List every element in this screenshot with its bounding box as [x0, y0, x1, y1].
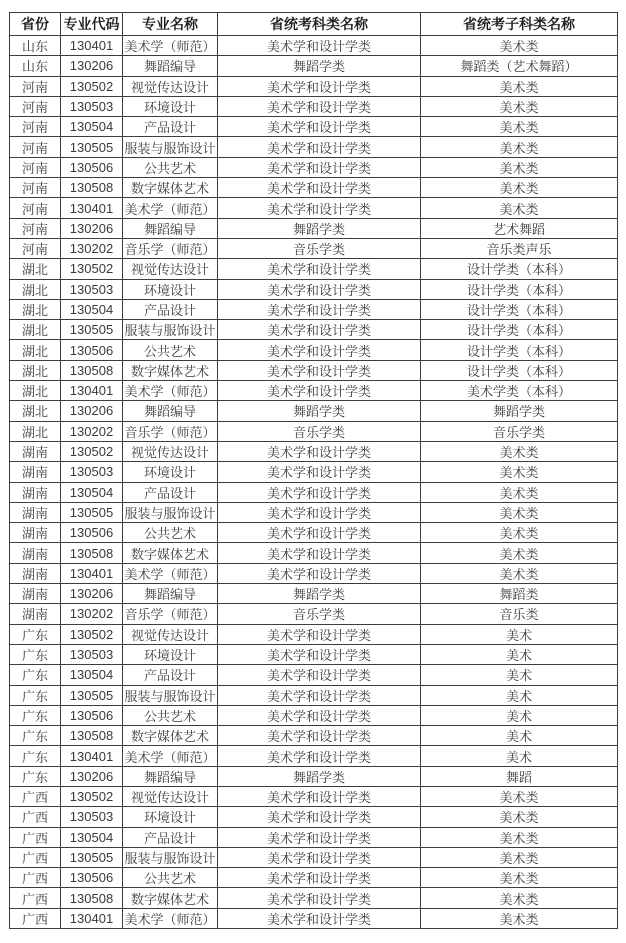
cell-exam-category: 美术学和设计学类: [218, 360, 421, 380]
table-row: [10, 827, 618, 847]
cell-province: 湖北: [10, 340, 61, 360]
cell-exam-subcategory: 美术类: [421, 868, 618, 888]
cell-exam-category: 美术学和设计学类: [218, 320, 421, 340]
table-row: [10, 96, 618, 116]
cell-exam-subcategory: 美术: [421, 746, 618, 766]
cell-major-code: 130502: [61, 624, 123, 644]
header-exam-category: 省统考科类名称: [218, 13, 421, 36]
cell-province: 湖北: [10, 381, 61, 401]
table-row: [10, 726, 618, 746]
table-row: [10, 908, 618, 928]
cell-exam-category: 舞蹈学类: [218, 218, 421, 238]
cell-exam-subcategory: 美术: [421, 624, 618, 644]
table-row: [10, 584, 618, 604]
header-major-name: 专业名称: [123, 13, 218, 36]
cell-major-name: 美术学（师范）: [123, 36, 218, 56]
cell-major-code: 130508: [61, 360, 123, 380]
cell-province: 广东: [10, 746, 61, 766]
table-row: [10, 685, 618, 705]
cell-major-name: 美术学（师范）: [123, 563, 218, 583]
cell-exam-category: 美术学和设计学类: [218, 665, 421, 685]
cell-major-code: 130508: [61, 726, 123, 746]
table-row: [10, 360, 618, 380]
cell-exam-category: 美术学和设计学类: [218, 381, 421, 401]
cell-exam-subcategory: 艺术舞蹈: [421, 218, 618, 238]
cell-major-code: 130401: [61, 563, 123, 583]
cell-exam-category: 美术学和设计学类: [218, 198, 421, 218]
cell-major-name: 服装与服饰设计: [123, 137, 218, 157]
cell-exam-category: 音乐学类: [218, 421, 421, 441]
cell-major-code: 130502: [61, 76, 123, 96]
cell-province: 湖南: [10, 584, 61, 604]
header-exam-subcategory: 省统考子科类名称: [421, 13, 618, 36]
cell-exam-category: 美术学和设计学类: [218, 807, 421, 827]
cell-major-name: 环境设计: [123, 279, 218, 299]
cell-exam-category: 美术学和设计学类: [218, 868, 421, 888]
cell-province: 湖南: [10, 563, 61, 583]
cell-exam-subcategory: 美术类: [421, 807, 618, 827]
table-row: [10, 746, 618, 766]
cell-province: 河南: [10, 137, 61, 157]
cell-major-code: 130504: [61, 117, 123, 137]
table-row: [10, 117, 618, 137]
table-row: [10, 381, 618, 401]
cell-province: 广东: [10, 644, 61, 664]
cell-major-code: 130503: [61, 807, 123, 827]
cell-major-code: 130506: [61, 705, 123, 725]
cell-exam-subcategory: 美术类: [421, 482, 618, 502]
table-row: [10, 76, 618, 96]
cell-exam-subcategory: 美术类: [421, 117, 618, 137]
cell-exam-subcategory: 美术类: [421, 888, 618, 908]
cell-province: 广东: [10, 624, 61, 644]
cell-exam-subcategory: 音乐类声乐: [421, 238, 618, 258]
cell-major-name: 公共艺术: [123, 523, 218, 543]
cell-major-code: 130503: [61, 279, 123, 299]
cell-major-name: 产品设计: [123, 117, 218, 137]
table-row: [10, 259, 618, 279]
cell-major-code: 130508: [61, 543, 123, 563]
table-row: [10, 137, 618, 157]
cell-major-code: 130401: [61, 198, 123, 218]
cell-province: 广东: [10, 726, 61, 746]
cell-major-code: 130206: [61, 584, 123, 604]
cell-major-name: 产品设计: [123, 299, 218, 319]
cell-exam-subcategory: 舞蹈类: [421, 584, 618, 604]
cell-exam-category: 舞蹈学类: [218, 56, 421, 76]
cell-major-name: 产品设计: [123, 665, 218, 685]
table-row: [10, 807, 618, 827]
table-row: [10, 644, 618, 664]
table-row: [10, 523, 618, 543]
cell-exam-category: 美术学和设计学类: [218, 726, 421, 746]
cell-exam-category: 美术学和设计学类: [218, 117, 421, 137]
cell-major-name: 数字媒体艺术: [123, 726, 218, 746]
table-row: [10, 786, 618, 806]
cell-province: 广东: [10, 685, 61, 705]
cell-major-code: 130506: [61, 340, 123, 360]
cell-province: 湖北: [10, 299, 61, 319]
cell-exam-subcategory: 美术类: [421, 523, 618, 543]
cell-province: 山东: [10, 36, 61, 56]
cell-exam-category: 美术学和设计学类: [218, 827, 421, 847]
table-row: [10, 868, 618, 888]
cell-province: 湖北: [10, 259, 61, 279]
cell-major-name: 公共艺术: [123, 705, 218, 725]
cell-major-name: 舞蹈编导: [123, 401, 218, 421]
cell-province: 广东: [10, 705, 61, 725]
cell-exam-subcategory: 美术类: [421, 76, 618, 96]
cell-major-name: 美术学（师范）: [123, 908, 218, 928]
cell-major-name: 视觉传达设计: [123, 76, 218, 96]
cell-exam-subcategory: 美术类: [421, 786, 618, 806]
cell-province: 河南: [10, 178, 61, 198]
cell-major-name: 音乐学（师范）: [123, 604, 218, 624]
cell-exam-category: 美术学和设计学类: [218, 36, 421, 56]
cell-exam-subcategory: 音乐学类: [421, 421, 618, 441]
cell-exam-category: 美术学和设计学类: [218, 543, 421, 563]
cell-province: 广西: [10, 807, 61, 827]
cell-province: 河南: [10, 157, 61, 177]
cell-major-code: 130505: [61, 685, 123, 705]
cell-province: 河南: [10, 238, 61, 258]
cell-exam-category: 美术学和设计学类: [218, 137, 421, 157]
cell-exam-category: 舞蹈学类: [218, 584, 421, 604]
table-row: [10, 157, 618, 177]
cell-province: 湖北: [10, 320, 61, 340]
cell-province: 湖南: [10, 441, 61, 461]
cell-major-code: 130206: [61, 56, 123, 76]
cell-exam-category: 美术学和设计学类: [218, 786, 421, 806]
table-row: [10, 340, 618, 360]
cell-major-code: 130505: [61, 320, 123, 340]
cell-major-code: 130506: [61, 523, 123, 543]
cell-major-name: 视觉传达设计: [123, 624, 218, 644]
cell-major-name: 公共艺术: [123, 868, 218, 888]
cell-major-name: 舞蹈编导: [123, 218, 218, 238]
cell-province: 广西: [10, 868, 61, 888]
table-row: [10, 482, 618, 502]
cell-major-code: 130503: [61, 644, 123, 664]
cell-exam-category: 美术学和设计学类: [218, 96, 421, 116]
cell-major-name: 美术学（师范）: [123, 381, 218, 401]
cell-exam-category: 美术学和设计学类: [218, 624, 421, 644]
cell-major-code: 130401: [61, 908, 123, 928]
cell-exam-subcategory: 设计学类（本科）: [421, 259, 618, 279]
table-row: [10, 279, 618, 299]
cell-major-code: 130401: [61, 36, 123, 56]
cell-exam-subcategory: 设计学类（本科）: [421, 279, 618, 299]
cell-exam-category: 美术学和设计学类: [218, 847, 421, 867]
cell-exam-category: 美术学和设计学类: [218, 279, 421, 299]
cell-major-name: 舞蹈编导: [123, 584, 218, 604]
cell-exam-subcategory: 美术学类（本科）: [421, 381, 618, 401]
cell-exam-subcategory: 设计学类（本科）: [421, 320, 618, 340]
cell-major-name: 公共艺术: [123, 157, 218, 177]
cell-exam-subcategory: 美术: [421, 644, 618, 664]
cell-major-code: 130401: [61, 381, 123, 401]
cell-exam-subcategory: 美术类: [421, 908, 618, 928]
cell-major-code: 130202: [61, 604, 123, 624]
cell-major-name: 数字媒体艺术: [123, 543, 218, 563]
cell-major-code: 130504: [61, 299, 123, 319]
cell-province: 湖北: [10, 421, 61, 441]
cell-major-name: 环境设计: [123, 96, 218, 116]
cell-exam-category: 美术学和设计学类: [218, 523, 421, 543]
cell-major-code: 130206: [61, 401, 123, 421]
cell-major-code: 130505: [61, 502, 123, 522]
cell-exam-category: 美术学和设计学类: [218, 299, 421, 319]
cell-exam-subcategory: 美术类: [421, 198, 618, 218]
cell-exam-category: 美术学和设计学类: [218, 178, 421, 198]
cell-exam-category: 舞蹈学类: [218, 766, 421, 786]
cell-province: 湖北: [10, 279, 61, 299]
cell-major-code: 130508: [61, 888, 123, 908]
cell-major-code: 130504: [61, 827, 123, 847]
table-row: [10, 299, 618, 319]
cell-exam-subcategory: 美术类: [421, 96, 618, 116]
table-row: [10, 320, 618, 340]
cell-exam-category: 美术学和设计学类: [218, 685, 421, 705]
cell-exam-subcategory: 设计学类（本科）: [421, 299, 618, 319]
cell-exam-subcategory: 舞蹈: [421, 766, 618, 786]
cell-major-name: 环境设计: [123, 462, 218, 482]
cell-exam-subcategory: 美术: [421, 705, 618, 725]
cell-exam-subcategory: 设计学类（本科）: [421, 340, 618, 360]
cell-major-code: 130506: [61, 868, 123, 888]
table-row: [10, 624, 618, 644]
cell-exam-category: 舞蹈学类: [218, 401, 421, 421]
cell-exam-subcategory: 美术类: [421, 563, 618, 583]
table-row: [10, 563, 618, 583]
cell-major-name: 舞蹈编导: [123, 766, 218, 786]
cell-major-name: 舞蹈编导: [123, 56, 218, 76]
cell-major-code: 130504: [61, 665, 123, 685]
table-row: [10, 502, 618, 522]
cell-major-name: 视觉传达设计: [123, 786, 218, 806]
cell-major-name: 环境设计: [123, 644, 218, 664]
cell-major-code: 130503: [61, 462, 123, 482]
cell-province: 广东: [10, 665, 61, 685]
cell-province: 河南: [10, 198, 61, 218]
cell-major-name: 数字媒体艺术: [123, 888, 218, 908]
table-row: [10, 238, 618, 258]
table-header-row: [10, 13, 618, 36]
cell-province: 湖南: [10, 482, 61, 502]
cell-province: 湖南: [10, 523, 61, 543]
table-row: [10, 56, 618, 76]
cell-exam-subcategory: 美术类: [421, 543, 618, 563]
table-row: [10, 36, 618, 56]
cell-exam-category: 美术学和设计学类: [218, 462, 421, 482]
cell-province: 湖北: [10, 360, 61, 380]
cell-major-code: 130401: [61, 746, 123, 766]
cell-major-name: 服装与服饰设计: [123, 320, 218, 340]
cell-province: 广西: [10, 908, 61, 928]
cell-province: 河南: [10, 117, 61, 137]
cell-major-code: 130502: [61, 259, 123, 279]
cell-exam-subcategory: 美术类: [421, 847, 618, 867]
cell-major-name: 音乐学（师范）: [123, 238, 218, 258]
cell-major-name: 产品设计: [123, 827, 218, 847]
cell-exam-subcategory: 美术: [421, 665, 618, 685]
cell-exam-category: 音乐学类: [218, 238, 421, 258]
cell-exam-subcategory: 美术类: [421, 137, 618, 157]
header-major-code: 专业代码: [61, 13, 123, 36]
cell-major-code: 130206: [61, 766, 123, 786]
cell-major-name: 音乐学（师范）: [123, 421, 218, 441]
cell-province: 山东: [10, 56, 61, 76]
cell-exam-category: 美术学和设计学类: [218, 705, 421, 725]
majors-exam-category-table: [9, 12, 618, 929]
cell-major-code: 130506: [61, 157, 123, 177]
cell-province: 湖南: [10, 543, 61, 563]
cell-exam-category: 美术学和设计学类: [218, 259, 421, 279]
cell-exam-subcategory: 音乐类: [421, 604, 618, 624]
cell-exam-category: 美术学和设计学类: [218, 157, 421, 177]
cell-exam-category: 美术学和设计学类: [218, 340, 421, 360]
cell-exam-category: 美术学和设计学类: [218, 441, 421, 461]
cell-province: 河南: [10, 218, 61, 238]
cell-exam-subcategory: 舞蹈学类: [421, 401, 618, 421]
cell-exam-subcategory: 美术类: [421, 441, 618, 461]
table-row: [10, 462, 618, 482]
cell-province: 河南: [10, 76, 61, 96]
cell-exam-subcategory: 美术类: [421, 157, 618, 177]
header-province: 省份: [10, 13, 61, 36]
cell-major-code: 130202: [61, 421, 123, 441]
cell-province: 广西: [10, 888, 61, 908]
table-row: [10, 766, 618, 786]
table-body: [10, 36, 618, 929]
cell-major-code: 130206: [61, 218, 123, 238]
cell-major-code: 130502: [61, 786, 123, 806]
cell-exam-subcategory: 美术类: [421, 462, 618, 482]
cell-exam-subcategory: 美术类: [421, 827, 618, 847]
table-row: [10, 421, 618, 441]
table-row: [10, 401, 618, 421]
table-row: [10, 198, 618, 218]
cell-major-code: 130503: [61, 96, 123, 116]
cell-major-name: 环境设计: [123, 807, 218, 827]
cell-exam-subcategory: 设计学类（本科）: [421, 360, 618, 380]
cell-major-name: 视觉传达设计: [123, 259, 218, 279]
table-row: [10, 543, 618, 563]
cell-province: 湖南: [10, 604, 61, 624]
cell-major-code: 130202: [61, 238, 123, 258]
cell-exam-subcategory: 美术类: [421, 178, 618, 198]
cell-major-code: 130502: [61, 441, 123, 461]
cell-exam-subcategory: 美术: [421, 685, 618, 705]
cell-province: 湖北: [10, 401, 61, 421]
cell-exam-subcategory: 美术类: [421, 36, 618, 56]
table-row: [10, 888, 618, 908]
cell-major-name: 服装与服饰设计: [123, 847, 218, 867]
cell-province: 广西: [10, 786, 61, 806]
cell-exam-category: 音乐学类: [218, 604, 421, 624]
table-row: [10, 178, 618, 198]
cell-major-name: 美术学（师范）: [123, 198, 218, 218]
table-row: [10, 441, 618, 461]
cell-province: 湖南: [10, 502, 61, 522]
cell-major-code: 130508: [61, 178, 123, 198]
table-row: [10, 604, 618, 624]
cell-major-code: 130505: [61, 847, 123, 867]
table-row: [10, 705, 618, 725]
cell-major-name: 服装与服饰设计: [123, 502, 218, 522]
cell-major-name: 公共艺术: [123, 340, 218, 360]
cell-major-code: 130505: [61, 137, 123, 157]
cell-exam-category: 美术学和设计学类: [218, 502, 421, 522]
cell-major-name: 服装与服饰设计: [123, 685, 218, 705]
cell-exam-category: 美术学和设计学类: [218, 908, 421, 928]
cell-exam-subcategory: 美术类: [421, 502, 618, 522]
cell-exam-category: 美术学和设计学类: [218, 563, 421, 583]
cell-province: 河南: [10, 96, 61, 116]
cell-exam-category: 美术学和设计学类: [218, 644, 421, 664]
cell-province: 广东: [10, 766, 61, 786]
cell-major-name: 产品设计: [123, 482, 218, 502]
table-row: [10, 218, 618, 238]
cell-province: 广西: [10, 847, 61, 867]
cell-major-code: 130504: [61, 482, 123, 502]
table-row: [10, 665, 618, 685]
cell-exam-subcategory: 舞蹈类（艺术舞蹈）: [421, 56, 618, 76]
cell-province: 广西: [10, 827, 61, 847]
table-row: [10, 847, 618, 867]
cell-major-name: 美术学（师范）: [123, 746, 218, 766]
cell-exam-category: 美术学和设计学类: [218, 482, 421, 502]
cell-exam-category: 美术学和设计学类: [218, 76, 421, 96]
cell-province: 湖南: [10, 462, 61, 482]
cell-major-name: 数字媒体艺术: [123, 360, 218, 380]
cell-major-name: 数字媒体艺术: [123, 178, 218, 198]
cell-exam-category: 美术学和设计学类: [218, 888, 421, 908]
cell-exam-subcategory: 美术: [421, 726, 618, 746]
cell-major-name: 视觉传达设计: [123, 441, 218, 461]
cell-exam-category: 美术学和设计学类: [218, 746, 421, 766]
